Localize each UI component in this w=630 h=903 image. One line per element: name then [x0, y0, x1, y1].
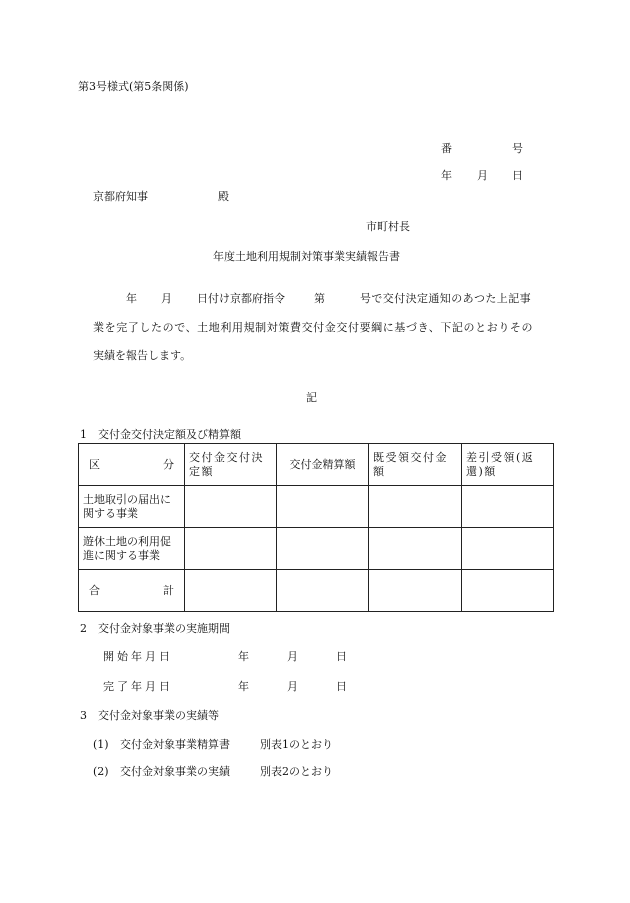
table-row: [79, 528, 554, 570]
header-decision: 交付金交付決定額: [185, 444, 277, 486]
ki-mark: 記: [306, 391, 317, 404]
total-label: [79, 570, 185, 612]
item1-ref: 別表1のとおり: [260, 738, 333, 751]
header-kubun-a: 区: [89, 457, 100, 471]
total-difference-cell: [462, 570, 554, 612]
total-received-cell: [369, 570, 462, 612]
body-year: 年: [126, 292, 137, 305]
item2-number: (2): [93, 765, 109, 778]
document-title: 年度土地利用規制対策事業実績報告書: [213, 250, 400, 263]
addressee-honorific: 殿: [218, 190, 229, 203]
date-label-year: 年: [441, 169, 452, 182]
body-directive: 日付け京都府指令: [197, 292, 285, 305]
number-label-ban: 番: [441, 142, 452, 155]
row-label: 遊休土地の利用促進に関する事業: [79, 528, 185, 570]
settlement-table: [78, 443, 554, 612]
item1-number: (1): [93, 738, 109, 751]
start-year: 年: [238, 650, 249, 663]
total-decision-cell: [185, 570, 277, 612]
item2-ref: 別表2のとおり: [260, 765, 333, 778]
sender: 市町村長: [366, 220, 410, 233]
row-received-cell: [369, 528, 462, 570]
end-month: 月: [287, 680, 298, 693]
row-difference-cell: [462, 486, 554, 528]
row-decision-cell: [185, 486, 277, 528]
header-kubun: [79, 444, 185, 486]
table-header-row: [79, 444, 554, 486]
body-dai: 第: [314, 292, 325, 305]
row-settlement-cell: [277, 528, 369, 570]
number-label-go: 号: [512, 142, 523, 155]
item2-label: 交付金対象事業の実績: [120, 765, 230, 778]
header-difference: 差引受領(返還)額: [462, 444, 554, 486]
body-line2: 業を完了したので、土地利用規制対策費交付金交付要綱に基づき、下記のとおりその: [93, 321, 534, 334]
end-date-label: 完了年月日: [103, 680, 173, 693]
start-month: 月: [287, 650, 298, 663]
section3-heading: 3 交付金対象事業の実績等: [80, 709, 219, 722]
total-label-a: 合: [89, 583, 100, 597]
row-label: 土地取引の届出に関する事業: [79, 486, 185, 528]
body-line3: 実績を報告します。: [93, 349, 192, 362]
start-date-label: 開始年月日: [103, 650, 173, 663]
row-decision-cell: [185, 528, 277, 570]
end-day: 日: [336, 680, 347, 693]
table-row: [79, 486, 554, 528]
item1-label: 交付金対象事業精算書: [120, 738, 230, 751]
form-label: 第3号様式(第5条関係): [78, 80, 189, 93]
total-settlement-cell: [277, 570, 369, 612]
table-total-row: [79, 570, 554, 612]
date-label-month: 月: [477, 169, 488, 182]
row-difference-cell: [462, 528, 554, 570]
date-label-day: 日: [512, 169, 523, 182]
header-received: 既受領交付金額: [369, 444, 462, 486]
addressee-name: 京都府知事: [93, 190, 148, 203]
row-settlement-cell: [277, 486, 369, 528]
section1-heading: 1 交付金交付決定額及び精算額: [80, 428, 241, 441]
section2-heading: 2 交付金対象事業の実施期間: [80, 622, 230, 635]
header-kubun-b: 分: [163, 457, 174, 471]
start-day: 日: [336, 650, 347, 663]
total-label-b: 計: [163, 583, 174, 597]
row-received-cell: [369, 486, 462, 528]
header-settlement: 交付金精算額: [277, 444, 369, 486]
body-line1-end: 号で交付決定通知のあつた上記事: [360, 292, 531, 305]
end-year: 年: [238, 680, 249, 693]
body-month: 月: [161, 292, 172, 305]
